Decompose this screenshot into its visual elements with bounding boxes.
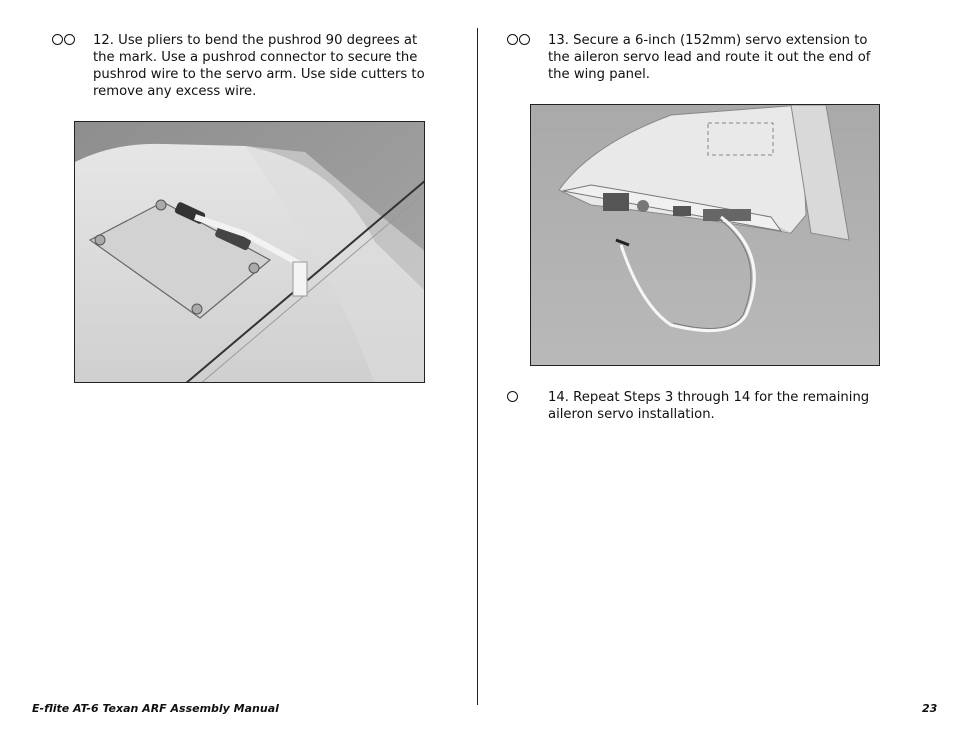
footer-manual-title: E-flite AT-6 Texan ARF Assembly Manual: [32, 702, 279, 715]
step-checkboxes[interactable]: [507, 389, 519, 406]
step-14: [507, 389, 897, 425]
photo-servo-pushrod: [74, 121, 425, 383]
photo-servo-extension: [530, 104, 880, 366]
step-checkboxes[interactable]: [52, 32, 76, 49]
step-13: [507, 32, 897, 84]
step-checkboxes[interactable]: [507, 32, 531, 49]
step-12: [52, 32, 432, 102]
servo-extension-image: [531, 105, 880, 366]
footer-page-number: 23: [922, 702, 938, 715]
servo-pushrod-image: [75, 122, 425, 383]
step-14-text: 14. Repeat Steps 3 through 14 for the remaining aileron servo installation.: [548, 390, 870, 422]
step-12-text: 12. Use pliers to bend the pushrod 90 degrees at the mark. Use a pushrod connector to secure the pushrod wire to the servo arm. Use side cutters to remove any excess wire.: [93, 33, 425, 99]
column-divider: [477, 28, 478, 705]
step-13-text: 13. Secure a 6-inch (152mm) servo extension to the aileron servo lead and route it out the end of the wing panel.: [548, 33, 871, 82]
